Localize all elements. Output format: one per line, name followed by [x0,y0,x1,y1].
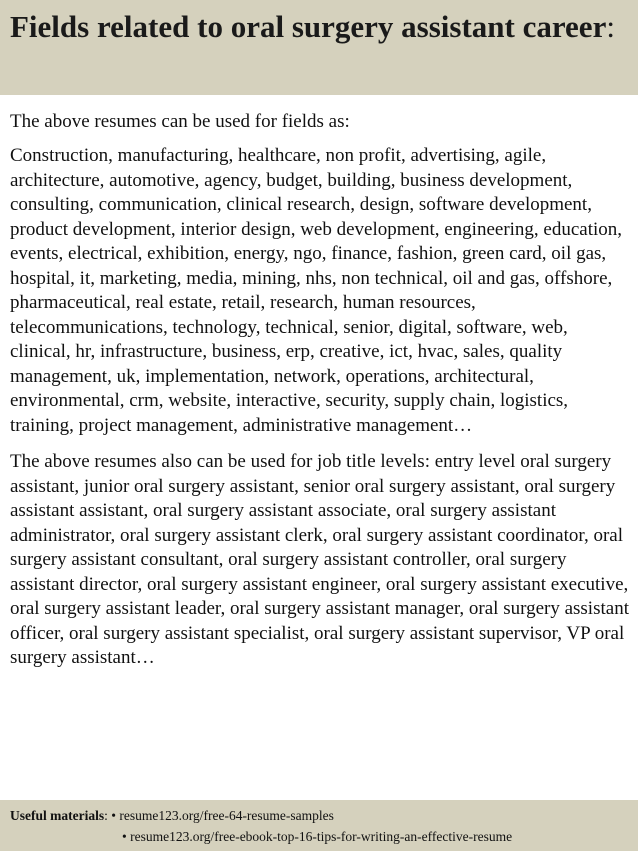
main-content [10,110,632,683]
page-title-text: Fields related to oral surgery assistant career [10,9,607,44]
footer-row-2 [10,826,628,847]
bullet-icon: • [122,829,127,844]
ebook-tips-link[interactable]: resume123.org/free-ebook-top-16-tips-for-writing-an-effective-resume [130,829,513,844]
header-band [0,0,638,95]
footer-row-1 [10,805,628,826]
useful-materials-colon: : [104,808,108,823]
resume-samples-link[interactable]: resume123.org/free-64-resume-samples [119,808,334,823]
bullet-icon: • [111,808,116,823]
intro-text: The above resumes can be used for fields as: [10,111,350,132]
fields-paragraph: Construction, manufacturing, healthcare, non profit, advertising, agile, architecture, automotive, agency, budget, building, business development, consulting, communication, clinical research, design, software development, product development, interior design, web development, engineering, education, events, electrical, exhibition, energy, ngo, finance, fashion, green card, oil gas, hospital, it, marketing, media, mining, nhs, non technical, oil and gas, offshore, pharmaceutical, real estate, retail, research, human resources, telecommunications, technology, technical, senior, digital, software, web, clinical, hr, infrastructure, business, erp, creative, ict, hvac, sales, quality management, uk, implementation, network, operations, architectural, environmental, crm, website, interactive, security, supply chain, logistics, training, project management, administrative management… [10,145,623,436]
useful-materials-label: Useful materials [10,808,105,823]
page-title-colon: : [606,9,615,44]
footer-band [0,800,638,851]
page-title [10,6,628,47]
job-levels-paragraph: The above resumes also can be used for job title levels: entry level oral surgery assistant, junior oral surgery assistant, senior oral surgery assistant, oral surgery assistant assistant, oral surgery assistant associate, oral surgery assistant administrator, oral surgery assistant clerk, oral surgery assistant coordinator, oral surgery assistant consultant, oral surgery assistant controller, oral surgery assistant director, oral surgery assistant engineer, oral surgery assistant executive, oral surgery assistant leader, oral surgery assistant manager, oral surgery assistant officer, oral surgery assistant specialist, oral surgery assistant supervisor, VP oral surgery assistant… [10,451,629,668]
